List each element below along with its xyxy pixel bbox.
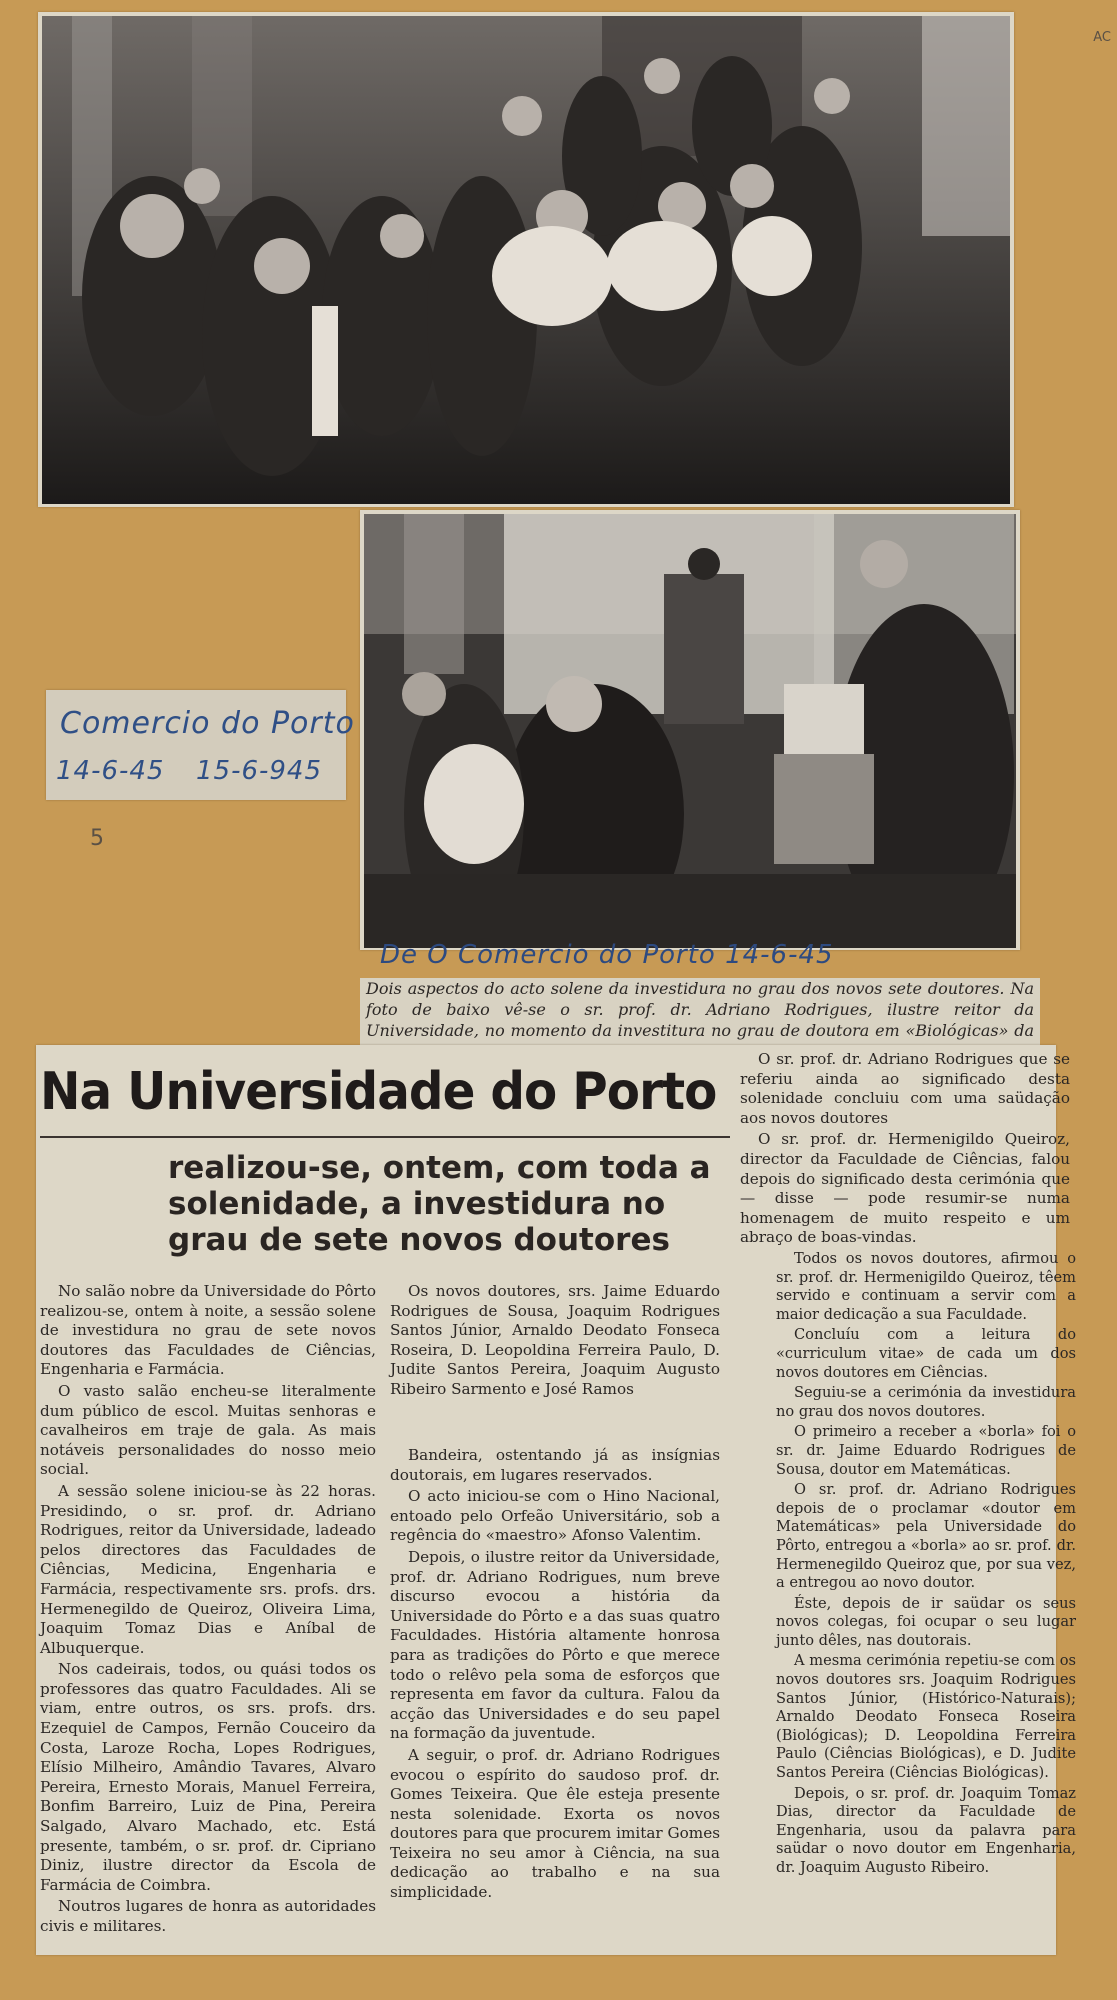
col3-paragraph: Todos os novos doutores, afirmou o sr. prof. dr. Hermenigildo Queiroz, têem servido e continuam a servir com a maior dedicação a sua Faculdade. <box>776 1250 1076 1323</box>
col1-paragraph: Nos cadeirais, todos, ou quási todos os professores das quatro Faculdades. Ali se viam, entre outros, os srs. profs. drs. Ezequiel de Campos, Fernão Couceiro da Costa, Laroze Rocha, Lopes Rodrigues, Elísio Milheiro, Amândio Tavares, Alvaro Pereira, Ernesto Morais, Manuel Ferreira, Bonfim Barreiro, Luiz de Pina, Pereira Salgado, Alvaro Machado, etc. Está presente, também, o sr. prof. dr. Cipriano Diniz, ilustre director da Escola de Farmácia de Coimbra. <box>40 1660 376 1894</box>
col3-paragraph: O primeiro a receber a «borla» foi o sr. dr. Jaime Eduardo Rodrigues de Sousa, doutor em Matemáticas. <box>776 1423 1076 1478</box>
page-number-mark: 5 <box>90 826 104 851</box>
headline-rule <box>40 1136 730 1138</box>
article-column-2b <box>390 1446 720 1905</box>
col1-paragraph: A sessão solene iniciou-se às 22 horas. Presidindo, o sr. prof. dr. Adriano Rodrigues, reitor da Universidade, ladeado pelos directores das Faculdades de Ciências, Medicina, Engenharia e Farmácia, respectivamente srs. profs. drs. Hermenegildo de Queiroz, Oliveira Lima, Joaquim Tomaz Dias e Aníbal de Albuquerque. <box>40 1481 376 1657</box>
col3-paragraph: O sr. prof. dr. Adriano Rodrigues depois de o proclamar «doutor em Matemáticas» pela Universidade do Pôrto, entregou a «borla» ao sr. prof. dr. Hermenegildo Queiroz que, por sua vez, a entregou ao novo doutor. <box>776 1481 1076 1592</box>
article-column-1 <box>40 1282 376 1939</box>
handwritten-photo-note: De O Comercio do Porto 14-6-45 <box>380 940 834 970</box>
col3-paragraph: Seguiu-se a cerimónia da investidura no grau dos novos doutores. <box>776 1384 1076 1420</box>
col3-paragraph: Concluíu com a leitura do «curriculum vitae» de cada um dos novos doutores em Ciências. <box>776 1326 1076 1381</box>
col1-paragraph: Noutros lugares de honra as autoridades civis e militares. <box>40 1897 376 1935</box>
col1-paragraph: No salão nobre da Universidade do Pôrto realizou-se, ontem à noite, a sessão solene de investidura no grau de sete novos doutores das Faculdades de Ciências, Engenharia e Farmácia. <box>40 1282 376 1379</box>
handwritten-newspaper-name: Comercio do Porto <box>60 706 355 741</box>
corner-archive-mark: AC <box>1093 30 1111 45</box>
col3-paragraph: O sr. prof. dr. Hermenigildo Queiroz, director da Faculdade de Ciências, falou depois do significado desta cerimónia que — disse — pode resumir-se numa homenagem de muito respeito e um abraço de boas-vindas. <box>740 1130 1070 1247</box>
col2-paragraph: Os novos doutores, srs. Jaime Eduardo Rodrigues de Sousa, Joaquim Rodrigues Santos Júnior, Arnaldo Deodato Fonseca Roseira, D. Leopoldina Ferreira Paulo, D. Judite Santos Pereira, Joaquim Augusto Ribeiro Sarmento e José Ramos <box>390 1282 720 1398</box>
article-column-2a <box>390 1282 720 1402</box>
col1-paragraph: O vasto salão encheu-se literalmente dum público de escol. Muitas senhoras e cavalheiros em traje de gala. As mais notáveis personalidades do nosso meio social. <box>40 1381 376 1479</box>
article-column-3a <box>740 1050 1070 1250</box>
photo-caption-text: Dois aspectos do acto solene da investidura no grau dos novos sete doutores. Na foto de baixo vê-se o sr. prof. dr. Adriano Rodrigues, ilustre reitor da Universidade, no momento da investitura no grau de doutora em «Biológicas» da <box>366 979 1034 1040</box>
handwritten-date-2: 15-6-945 <box>196 756 323 786</box>
col3-paragraph: Éste, depois de ir saüdar os seus novos colegas, foi ocupar o seu lugar junto dêles, nas doutorais. <box>776 1594 1076 1649</box>
col3-paragraph: A mesma cerimónia repetiu-se com os novos doutores srs. Joaquim Rodrigues Santos Júnior, (Histórico-Naturais); Arnaldo Deodato Fonseca Roseira (Biológicas); D. Leopoldina Ferreira Paulo (Ciências Biológicas), e D. Judite Santos Pereira (Ciências Biológicas). <box>776 1652 1076 1782</box>
col2-paragraph: A seguir, o prof. dr. Adriano Rodrigues evocou o espírito do saudoso prof. dr. Gomes Teixeira. Que êle esteja presente nesta solenidade. Exorta os novos doutores para que procurem imitar Gomes Teixeira no seu amor à Ciência, na sua dedicação ao trabalho e na sua simplicidade. <box>390 1745 720 1902</box>
col3-paragraph: O sr. prof. dr. Adriano Rodrigues que se referiu ainda ao significado desta solenidade concluiu com uma saüdação aos novos doutores <box>740 1050 1070 1127</box>
col2-paragraph: O acto iniciou-se com o Hino Nacional, entoado pelo Orfeão Universitário, sob a regência do «maestro» Afonso Valentim. <box>390 1487 720 1545</box>
article-subheadline: realizou-se, ontem, com toda a solenidade, a investidura no grau de sete novos doutores <box>168 1150 711 1258</box>
article-headline: Na Universidade do Porto <box>40 1062 717 1122</box>
rector-investiture-photo <box>364 514 1016 948</box>
col3-paragraph: Depois, o sr. prof. dr. Joaquim Tomaz Dias, director da Faculdade de Engenharia, usou da palavra para saüdar o novo doutor em Engenharia, dr. Joaquim Augusto Ribeiro. <box>776 1784 1076 1876</box>
col2-paragraph: Bandeira, ostentando já as insígnias doutorais, em lugares reservados. <box>390 1446 720 1484</box>
col2-paragraph: Depois, o ilustre reitor da Universidade, prof. dr. Adriano Rodrigues, num breve discurso evocou a história da Universidade do Pôrto e a das suas quatro Faculdades. História altamente honrosa para as tradições do Pôrto e que merece todo o relêvo pela soma de esforços que representa em favor da cultura. Falou da acção das Universidades e do seu papel na formação da juventude. <box>390 1547 720 1743</box>
ceremony-audience-photo <box>42 16 1010 504</box>
handwritten-date-1: 14-6-45 <box>56 756 165 786</box>
article-column-3b <box>776 1250 1076 1880</box>
